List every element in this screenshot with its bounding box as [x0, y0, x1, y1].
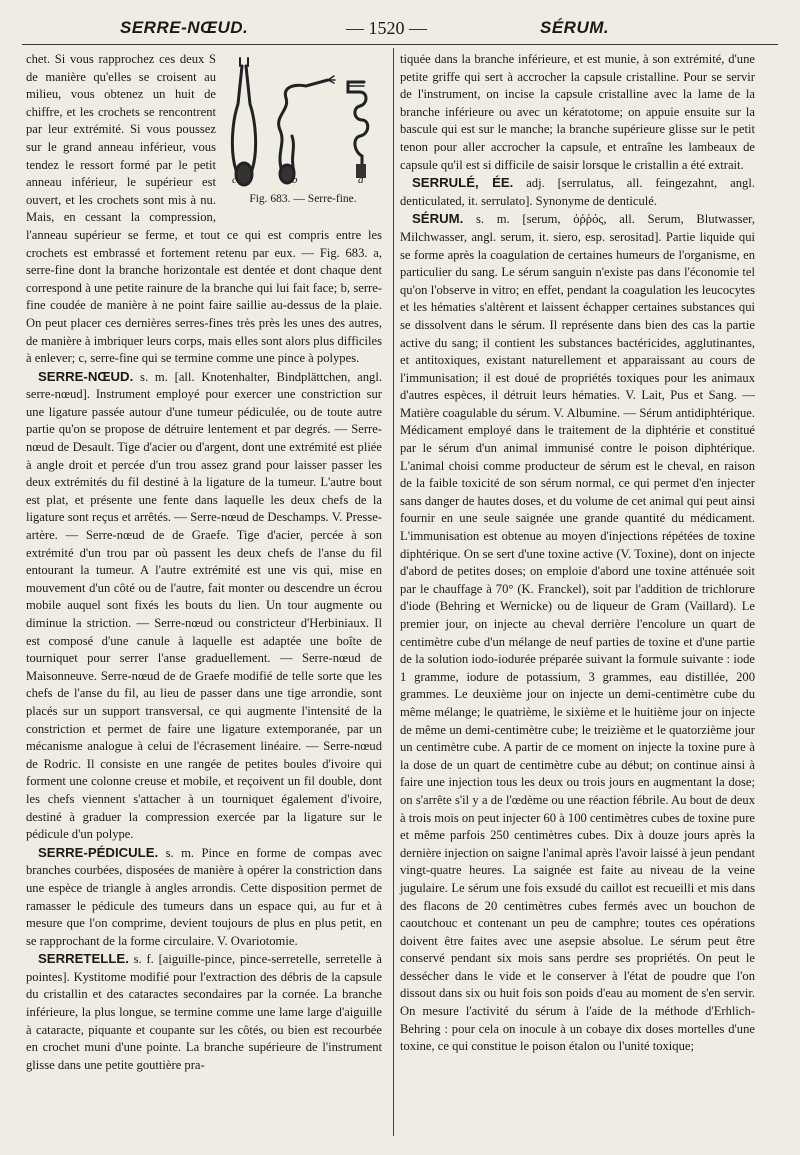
column-divider — [393, 48, 394, 1136]
header-rule — [22, 44, 778, 45]
running-header — [28, 14, 772, 42]
entry-serum — [400, 210, 755, 1056]
continuation-paragraph: tiquée dans la branche inférieure, et est munie, à son extrémité, d'une petite griffe qui sert à accrocher la capsule cristalline. Pour se servir de l'instrument, on incise la capsule cristalline avec la lame de la branche inférieure ou avec un kératotome; on appuie ensuite sur la bascule qui est sur le manche; la branche supérieure glisse sur le petit tenon pour aller accrocher la capsule, et entraîne les lambeaux de capsule qu'il est si difficile de saisir lorsque le cristallin a été extrait. — [400, 52, 755, 172]
entry-text: s. f. [aiguille-pince, pince-serretelle, serretelle à pointes]. Kystitome modifié pour l'extraction des débris de la capsule du cristallin et des cataractes secondaires par la cornée. La branche inférieure, la plus longue, se termine comme une lame large d'aiguille à cataracte, piquante et coupante sur les côtés, ou bien est recourbée en crochet muni d'une pointe. La branche supérieure de l'instrument glisse dans une petite gouttière pra- — [26, 952, 382, 1072]
headword: SERRE-PÉDICULE. — [38, 844, 159, 860]
header-left-term: SERRE-NŒUD. — [120, 18, 249, 37]
entry-text: s. m. [all. Knotenhalter, Bindplättchen, angl. serre-nœud]. Instrument employé pour exercer une constriction sur une ligature passée autour d'une tumeur pédiculée, ou de toute autre partie qu'on se propose de détruire lentement et par degrés. — Serre-nœud de Desault. Tige d'acier ou d'argent, dont une extrémité est pliée à angle droit et percée d'un trou assez grand pour laisser passer les deux extrémités du fil destiné à la ligature de la tumeur. L'autre bout est plat, et présente une fente dans laquelle les deux chefs de la ligature sont reçus et arrêtés. — Serre-nœud de Deschamps. V. Presse-artère. — Serre-nœud de de Graefe. Tige d'acier, percée à son extrémité d'un trou par où passent les deux chefs de l'anse du fil entourant la tumeur. A l'autre extrémité est une vis qui, mise en mouvement d'un côté ou de l'autre, fait monter ou descendre un écrou mobile auquel sont fixés les bouts du lien. Un tour augmente ou diminue la striction. — Serre-nœud ou constricteur d'Herbiniaux. Il est composé d'une canule à laquelle est adaptée une boîte de tourniquet pour serrer l'anse graduellement. — Serre-nœud de Maisonneuve. Serre-nœud de de Graefe modifié de telle sorte que les chefs de l'anse du fil, au lieu de passer dans une tige arrondie, sont placés sur un support transversal, ce qui augmente l'intensité de la constriction et permet de faire une ligature extemporanée, par un mécanisme analogue à celui de l'écrasement linéaire. — Serre-nœud de Rodric. Il consiste en une rangée de petites boules d'ivoire qui forment une colonne creuse et mobile, et reçoivent un fil double, dont les chefs viennent s'attacher à un tourniquet également d'ivoire, destiné à graduer la compression exercée par la ligature sur le pédicule d'un polype. — [26, 369, 382, 842]
serre-fine-illustration — [224, 52, 382, 188]
entry-text: s. m. [serum, ὀῤῥός, all. Serum, Blutwasser, Milchwasser, angl. serum, it. siero, esp. serositad]. Partie liquide qui se forme après la coagulation de certaines humeurs de l'organisme, en particulier du sang. Le sérum sanguin n'existe pas dans l'économie tel qu'on l'observe in vitro; en effet, pendant la coagulation les leucocytes et les hématies s'altèrent et laissent échapper certaines substances qui se dissolvent dans le sérum. Il représente dans bien des cas la partie active du sang; il contient les substances bactéricides, agglutinantes, et antitoxiques, existant naturellement et apparaissant au cours de l'immunisation; il est doué de propriétés toxiques pour les animaux d'autres espèces, il détruit leurs hématies. V. Lait, Pus et Sang. — Matière coagulable du sérum. V. Albumine. — Sérum antidiphtérique. Médicament employé dans le traitement de la diphtérie et constitué par le sérum d'un animal immunisé contre le poison diphtérique. L'animal choisi comme producteur de sérum est le cheval, en raison de la faible toxicité de son sérum normal, ce qui permet d'en injecter sans danger de hautes doses, et du volume de cet animal qui peut ainsi fournir en une seule saignée une grande quantité du médicament. L'immunisation est obtenue au moyen d'injections répétées de toxine diphtérique. On se sert d'une toxine active (V. Toxine), dont on injecte d'abord de petites doses; on emploie d'abord une toxine atténuée soit par le chauffage à 70° (K. Franckel), soit par l'addition de trichlorure d'iode (Behring et Wernicke) ou de liqueur de Gram (Vaillard). Le premier jour, on injecte au cheval derrière l'encolure un quart de centimètre cube d'un mélange de neuf parties de toxine et d'une partie de la solution iodo-iodurée préparée suivant la formule suivante : iode 1 gramme, iodure de potassium, 3 grammes, eau distillée, 200 grammes. Le deuxième jour on injecte un demi-centimètre cube du même mélange; le quatrième, le sixième et le huitième jour on injecte de même un demi-centimètre cube; le treizième et le quatorzième jour un centimètre cube. A partir de ce moment on injecte la toxine pure à la dose de un quart de centimètre cube au début; on continue ainsi à faire une injection tous les deux ou trois jours en augmentant la dose; on s'arrête s'il y a de l'œdème ou une réaction fébrile. Au bout de deux à trois mois on peut injecter 60 à 100 centimètres cubes de toxine pure et même parfois 250 centimètres cubes. Dix à douze jours après la dernière injection on saigne l'animal après l'avoir laissé à jeun pendant vingt-quatre heures. La saignée est faite au niveau de la veine jugulaire. Le sérum une fois exsudé du caillot est recueilli et mis dans des flacons de 20 centimètres cubes fermés avec un bouchon de caoutchouc et contenant un peu de camphre; toutes ces opérations doivent être faites avec une asepsie absolue. Le sérum peut être conservé pendant six mois sans perdre ses propriétés. On peut le dessécher dans le vide et le conserver à l'état de poudre que l'on dissout dans six ou huit fois son poids d'eau au moment de s'en servir. On mesure l'activité du sérum à l'aide de la méthode d'Erhlich-Behring : pour cela on inocule à un cobaye dix doses mortelles d'une toxine, ce qui constitue le poison étalon ou l'unité toxique; — [400, 212, 755, 1054]
headword: SERRE-NŒUD. — [38, 368, 134, 384]
entry-serrule — [400, 174, 755, 210]
left-column — [26, 51, 382, 1074]
figure-caption: Fig. 683. — Serre-fine. — [249, 193, 357, 205]
figure-label-b: b — [292, 174, 298, 186]
header-right-term: SÉRUM. — [540, 18, 610, 37]
entry-serre-pedicule — [26, 844, 382, 951]
entry-text: adj. [serrulatus, all. feingezahnt, angl. denticulated, it. serrulato]. Synonyme de denticulé. — [400, 176, 755, 208]
headword: SERRULÉ, ÉE. — [412, 175, 514, 191]
entry-text: s. m. Pince en forme de compas avec branches courbées, disposées de manière à opérer la constriction dans une espèce de triangle à angles arrondis. Cette disposition permet de ramasser le pédicule des tumeurs dans un espace qui, au fur et à mesure que l'on comprime, devient toujours de plus en plus petit, en se rapprochant de la forme circulaire. V. Ovariotomie. — [26, 845, 382, 948]
entry-serre-noeud — [26, 368, 382, 844]
right-column — [400, 51, 755, 1056]
page-number: — 1520 — — [346, 18, 427, 38]
figure-label-a: a — [358, 174, 364, 186]
headword: SÉRUM. — [412, 211, 464, 227]
headword: SERRETELLE. — [38, 951, 129, 967]
serre-fine-figure — [224, 52, 382, 208]
figure-label-c: c — [232, 174, 237, 186]
entry-serretelle — [26, 950, 382, 1074]
continuation-paragraph: chet. Si vous rapprochez ces deux S de manière qu'elles se croisent au milieu, vous obtenez un huit de chiffre, et les crochets se rencontrent par leur extrémité. Si vous poussez sur le grand anneau inférieur, vous tendez le ressort formé par le petit anneau inférieur, le supérieur est ouvert, et les crochets sont mis à nu. Mais, en cessant la compression, l'anneau supérieur se ferme, et tout ce qui est compris entre les crochets est embrassé et fortement retenu par eux. — Fig. 683. a, serre-fine dont la branche horizontale est dentée et dont chaque dent correspond à une petite rainure de la branche qui lui fait face; b, serre-fine coudée de manière à ne point faire saillie au-dessus de la plaie. On peut placer ces dernières serres-fines très près les unes des autres, de manière à imbriquer leurs corps, mais elles sont alors plus difficiles à enlever; c, serre-fine qui se termine comme une pince à polypes. — [26, 52, 382, 366]
